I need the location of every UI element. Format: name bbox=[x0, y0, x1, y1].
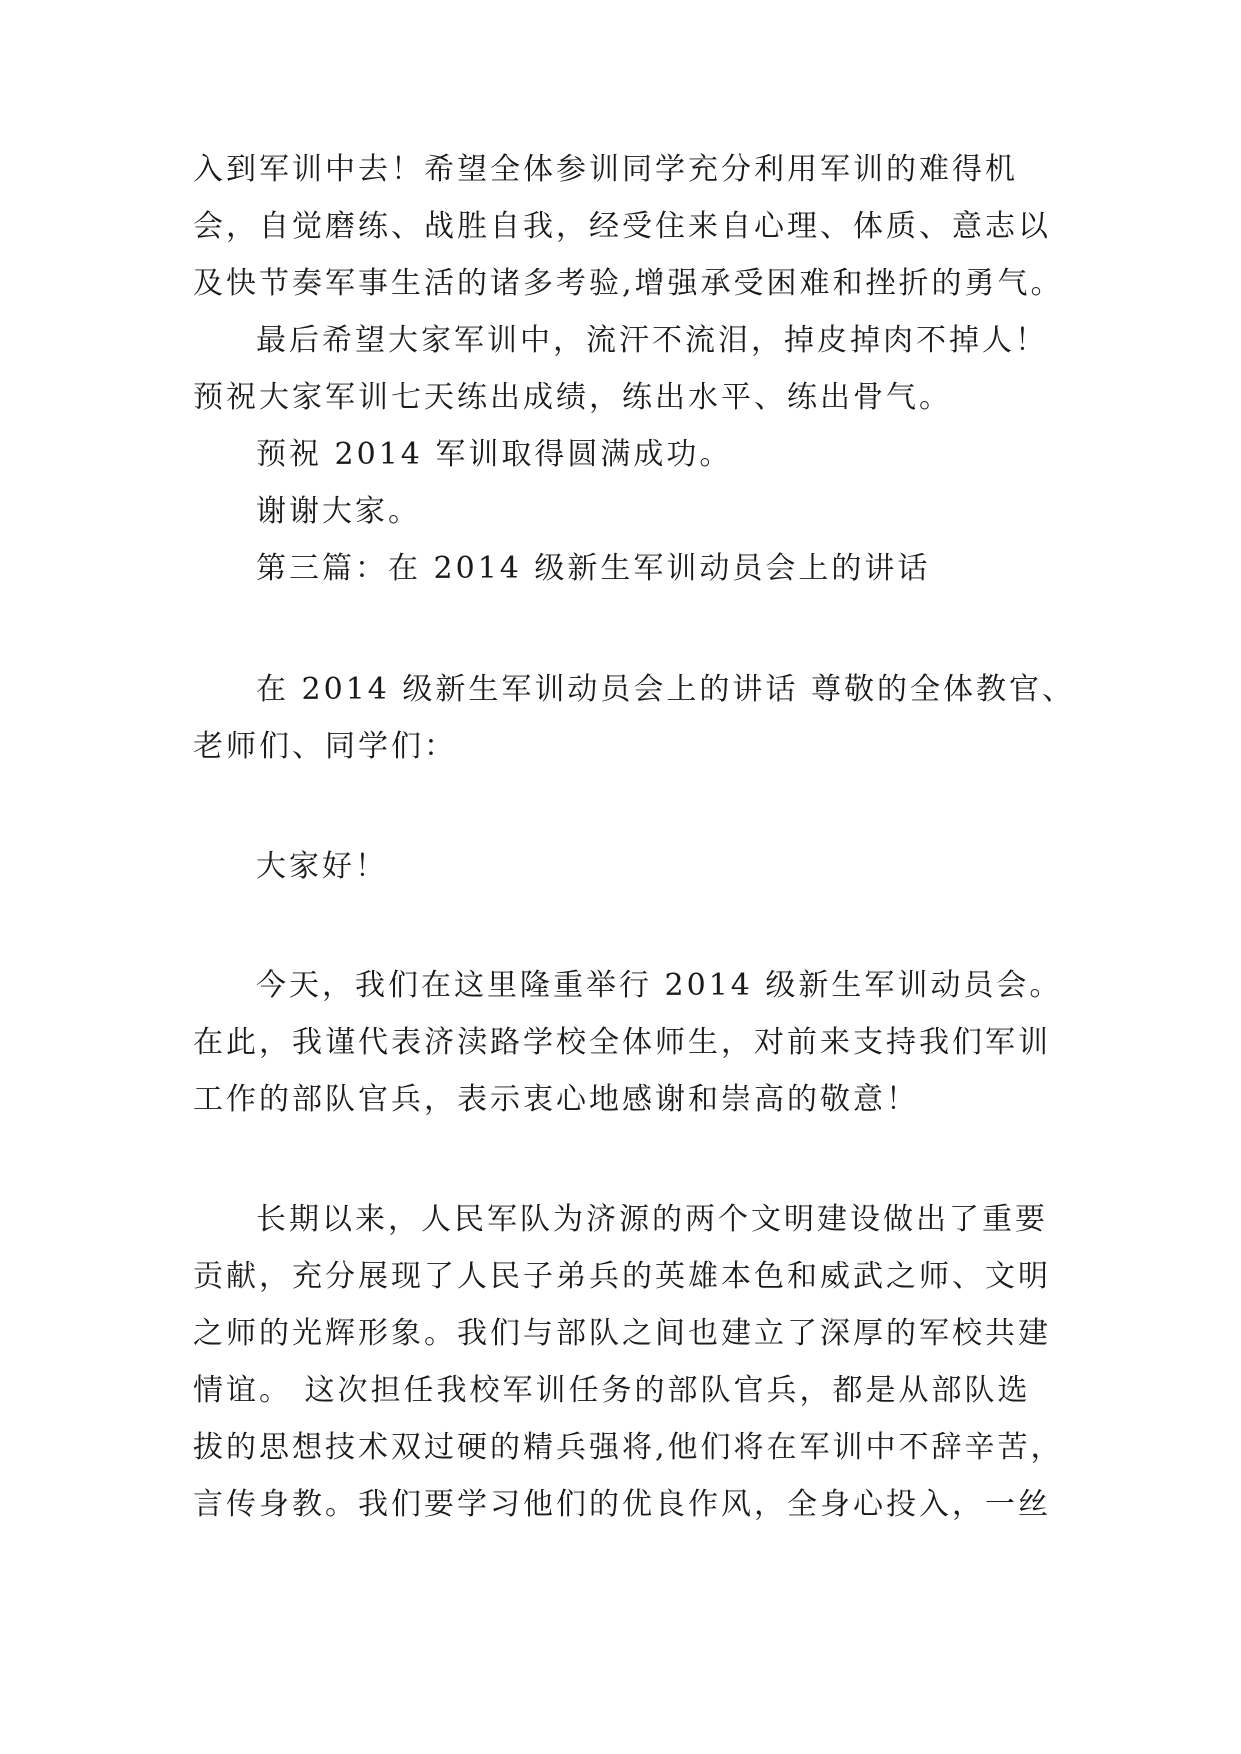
text-line: 在此，我谨代表济渎路学校全体师生，对前来支持我们军训 bbox=[193, 1025, 1051, 1060]
text-line: 长期以来，人民军队为济源的两个文明建设做出了重要 bbox=[256, 1202, 1048, 1237]
section-heading: 第三篇：在 2014 级新生军训动员会上的讲话 bbox=[256, 551, 931, 586]
text-line: 贡献，充分展现了人民子弟兵的英雄本色和威武之师、文明 bbox=[193, 1259, 1051, 1294]
text-line: 情谊。 这次担任我校军训任务的部队官兵，都是从部队选 bbox=[193, 1373, 1031, 1408]
text-line: 老师们、同学们： bbox=[193, 729, 457, 764]
text-line: 预祝 2014 军训取得圆满成功。 bbox=[256, 437, 733, 472]
text-line: 大家好！ bbox=[256, 849, 388, 884]
text-line: 预祝大家军训七天练出成绩，练出水平、练出骨气。 bbox=[193, 380, 952, 415]
text-line: 工作的部队官兵，表示衷心地感谢和崇高的敬意！ bbox=[193, 1082, 919, 1117]
text-line: 在 2014 级新生军训动员会上的讲话 尊敬的全体教官、 bbox=[256, 672, 1075, 707]
text-line: 入到军训中去！希望全体参训同学充分利用军训的难得机 bbox=[193, 152, 1018, 187]
text-line: 最后希望大家军训中，流汗不流泪，掉皮掉肉不掉人！ bbox=[256, 323, 1048, 358]
text-line: 谢谢大家。 bbox=[256, 494, 421, 529]
text-line: 拔的思想技术双过硬的精兵强将,他们将在军训中不辞辛苦， bbox=[193, 1430, 1064, 1465]
text-line: 今天，我们在这里隆重举行 2014 级新生军训动员会。 bbox=[256, 968, 1063, 1003]
text-line: 会，自觉磨练、战胜自我，经受住来自心理、体质、意志以 bbox=[193, 209, 1051, 244]
text-line: 之师的光辉形象。我们与部队之间也建立了深厚的军校共建 bbox=[193, 1316, 1051, 1351]
text-line: 及快节奏军事生活的诸多考验,增强承受困难和挫折的勇气。 bbox=[193, 266, 1064, 301]
text-line: 言传身教。我们要学习他们的优良作风，全身心投入，一丝 bbox=[193, 1487, 1051, 1522]
